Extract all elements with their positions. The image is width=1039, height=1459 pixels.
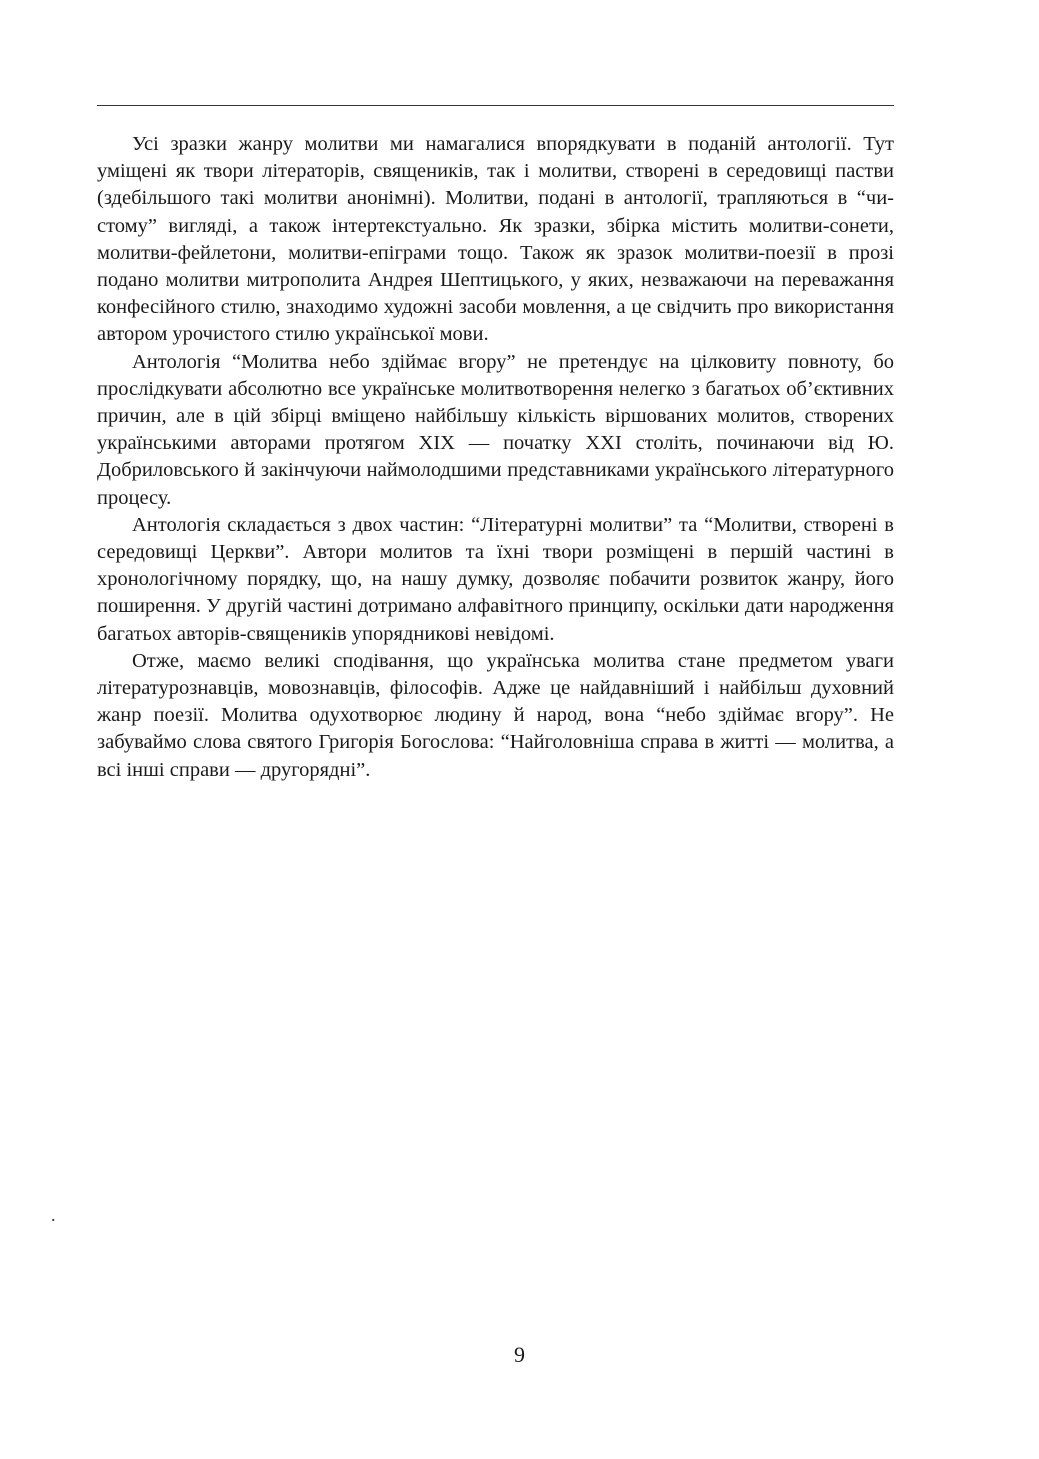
body-text — [97, 131, 894, 784]
paragraph-2: Антологія “Молитва небо здіймає вгору” не претендує на цілковиту повноту, бо прослідкувати абсолютно все українське молитвотворення нелегко з багатьох об’єктивних причин, але в цій збірці вміщено найбільшу кількість віршованих молитов, створених українськими авторами протягом XIX — початку XXI століть, починаючи від Ю. Добриловського й закінчуючи наймолодшими представниками українського літературного процесу. — [97, 350, 894, 509]
header-rule — [97, 105, 894, 106]
paragraph-4: Отже, маємо великі сподівання, що українська молитва стане предметом уваги літературознавців, мовознавців, філософів. Адже це найдавніший і найбільш духовний жанр поезії. Молитва одухотворює людину й народ, вона “небо здіймає вгору”. Не забуваймо слова святого Григорія Богослова: “Найголовніша справа в житті — молитва, а всі інші справи — другорядні”. — [97, 649, 894, 781]
paragraph-1: Усі зразки жанру молитви ми намагалися впорядкувати в поданій антології. Тут уміщені як твори літераторів, священиків, так і молитви, створені в середовищі пастви (здебільшого такі молитви анонімні). Молитви, подані в антології, трапляються в “чистому” вигляді, а також інтертекстуально. Як зразки, збірка містить молитви-сонети, молитви-фейлетони, молитви-епіграми тощо. Також як зразок молитви-поезії в прозі подано молитви митрополита Андрея Шептицького, у яких, незважаючи на переважання конфесійного стилю, знаходимо художні засоби мовлення, а це свідчить про використання автором урочистого стилю української мови. — [97, 133, 894, 346]
margin-mark: . — [51, 1205, 56, 1225]
page-number: 9 — [514, 1342, 525, 1367]
paragraph-3: Антологія складається з двох частин: “Літературні молитви” та “Молитви, створені в середовищі Церкви”. Автори молитов та їхні твори розміщені в першій частині в хронологічному порядку, що, на нашу думку, дозволяє побачити розвиток жанру, його поширення. У другій частині дотримано алфавітного принципу, оскільки дати народження багатьох авторів-священиків упорядникові невідомі. — [97, 513, 894, 645]
